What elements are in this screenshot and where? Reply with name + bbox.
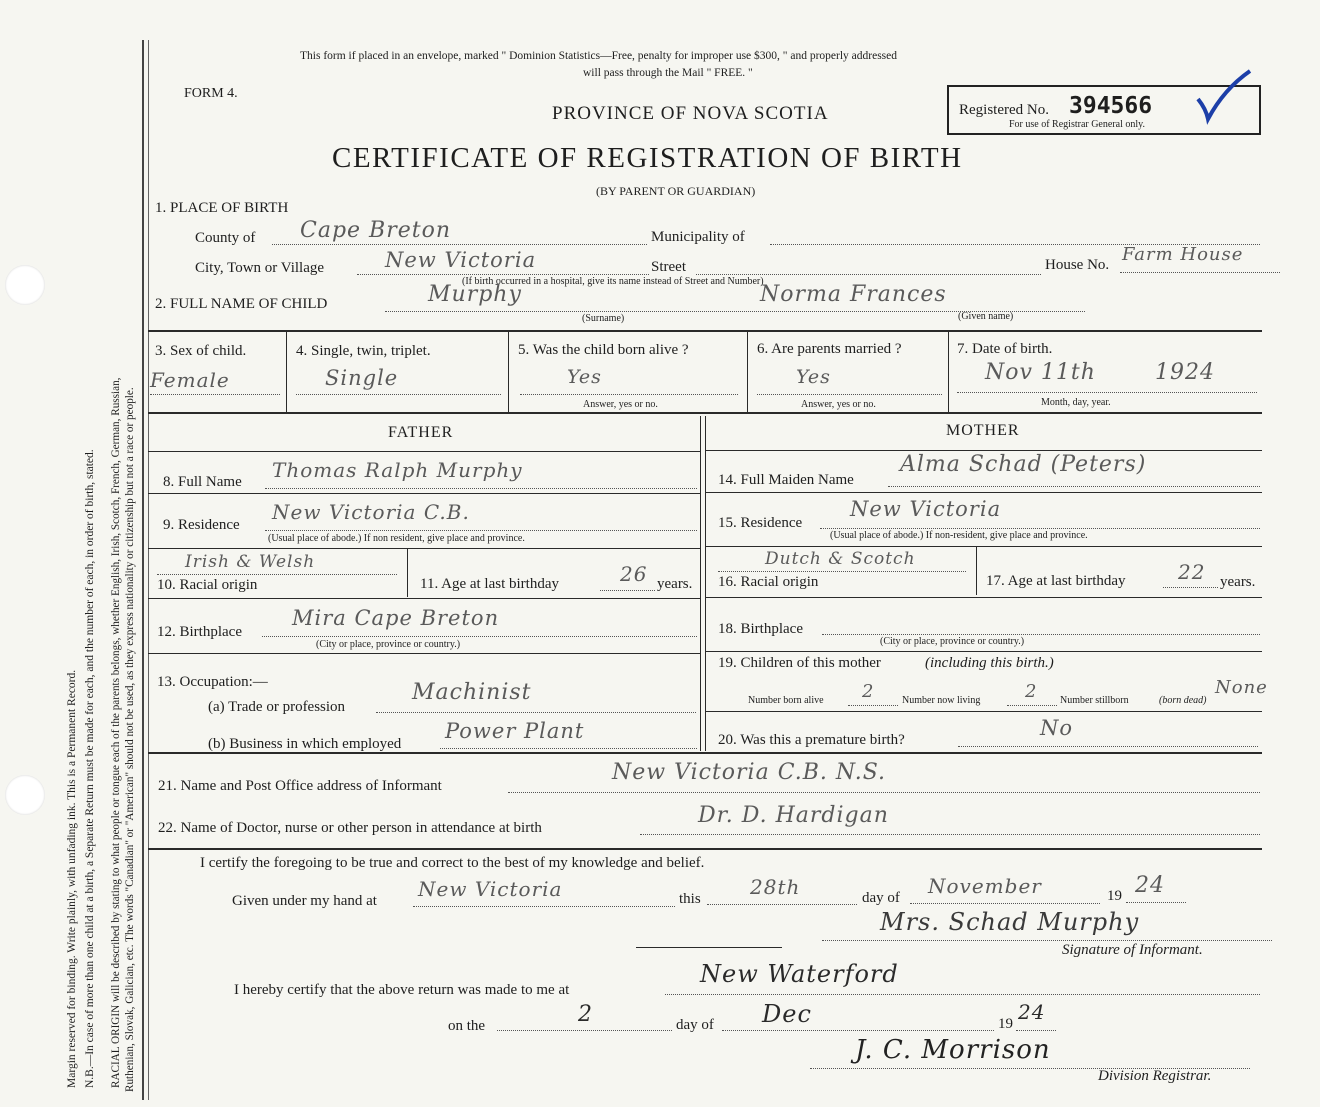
mother-name-value: Alma Schad (Peters) xyxy=(900,452,1147,477)
father-business-value: Power Plant xyxy=(445,719,585,743)
father-birthplace-value: Mira Cape Breton xyxy=(292,606,500,630)
certificate-subtitle: (BY PARENT OR GUARDIAN) xyxy=(596,184,756,198)
mother-residence-note: (Usual place of abode.) If non-resident, give place and province. xyxy=(830,530,1088,541)
check-mark-icon xyxy=(1194,69,1254,129)
mother-age-value: 22 xyxy=(1178,560,1206,584)
punch-hole-top xyxy=(5,265,45,305)
given-day-value: 28th xyxy=(750,875,801,899)
father-racial-origin-value: Irish & Welsh xyxy=(185,552,316,572)
house-number-value: Farm House xyxy=(1122,244,1244,265)
premature-value: No xyxy=(1040,716,1074,740)
father-business-label: (b) Business in which employed xyxy=(208,736,402,752)
date-of-birth-label: 7. Date of birth. xyxy=(957,341,1053,357)
born-alive-count-label: Number born alive xyxy=(748,695,824,706)
street-label: Street xyxy=(651,259,686,275)
registered-number: 394566 xyxy=(1069,93,1153,119)
plurality-label: 4. Single, twin, triplet. xyxy=(296,343,431,359)
given-year-value: 24 xyxy=(1135,873,1165,898)
now-living-count-value: 2 xyxy=(1025,681,1038,702)
mother-racial-origin-value: Dutch & Scotch xyxy=(765,549,916,569)
mother-residence-label: 15. Residence xyxy=(718,515,803,531)
children-note: (including this birth.) xyxy=(925,655,1054,671)
date-of-birth-year: 1924 xyxy=(1155,360,1215,385)
father-residence-label: 9. Residence xyxy=(163,517,240,533)
father-heading: FATHER xyxy=(388,424,454,441)
children-label: 19. Children of this mother xyxy=(718,655,881,671)
county-label: County of xyxy=(195,230,256,246)
house-number-label: House No. xyxy=(1045,257,1110,273)
plurality-value: Single xyxy=(325,366,399,390)
registrar-note: For use of Registrar General only. xyxy=(1009,119,1145,130)
registered-box xyxy=(947,85,1261,135)
sex-value: Female xyxy=(150,368,230,392)
father-residence-note: (Usual place of abode.) If non resident, give place and province. xyxy=(268,533,525,544)
given-year-prefix: 19 xyxy=(1107,888,1122,904)
form-number: FORM 4. xyxy=(184,86,238,101)
father-age-years: years. xyxy=(657,576,693,592)
mother-racial-origin-label: 16. Racial origin xyxy=(718,574,819,590)
registered-label: Registered No. xyxy=(959,102,1049,118)
registrar-signature: J. C. Morrison xyxy=(855,1035,1051,1065)
province-heading: PROVINCE OF NOVA SCOTIA xyxy=(552,103,829,124)
stillborn-count-note: (born dead) xyxy=(1159,695,1207,706)
margin-note-racial-origin: RACIAL ORIGIN will be described by stating to what people or tongue each of the parents belongs, whether English, Irish, Scotch, French, German, Russian, xyxy=(110,377,122,1088)
given-place-value: New Victoria xyxy=(418,877,563,901)
municipality-label: Municipality of xyxy=(651,229,745,245)
parents-married-value: Yes xyxy=(796,366,831,388)
born-alive-value: Yes xyxy=(567,366,602,388)
given-under-label: Given under my hand at xyxy=(232,893,377,909)
father-age-label: 11. Age at last birthday xyxy=(420,576,559,592)
father-age-value: 26 xyxy=(620,562,648,586)
father-trade-label: (a) Trade or profession xyxy=(208,699,346,715)
father-birthplace-label: 12. Birthplace xyxy=(157,624,242,640)
sex-label: 3. Sex of child. xyxy=(155,343,247,359)
registrar-year-value: 24 xyxy=(1018,1000,1046,1024)
date-of-birth-caption: Month, day, year. xyxy=(1041,397,1111,408)
father-occupation-label: 13. Occupation:— xyxy=(157,674,268,690)
father-racial-origin-label: 10. Racial origin xyxy=(157,577,258,593)
father-residence-value: New Victoria C.B. xyxy=(272,500,470,524)
now-living-count-label: Number now living xyxy=(902,695,981,706)
margin-rule-inner xyxy=(148,40,149,1100)
born-alive-label: 5. Was the child born alive ? xyxy=(518,342,689,358)
father-trade-value: Machinist xyxy=(412,680,532,705)
child-name-label: 2. FULL NAME OF CHILD xyxy=(155,296,328,312)
mail-notice-free: will pass through the Mail " FREE. " xyxy=(583,67,753,79)
mother-heading: MOTHER xyxy=(946,422,1020,439)
registrar-statement: I hereby certify that the above return was made to me at xyxy=(234,982,570,998)
registrar-day-of-label: day of xyxy=(676,1017,714,1033)
mother-age-years: years. xyxy=(1220,574,1256,590)
punch-hole-bottom xyxy=(5,775,45,815)
hospital-note: (If birth occurred in a hospital, give its name instead of Street and Number) xyxy=(462,276,764,287)
certify-statement: I certify the foregoing to be true and correct to the best of my knowledge and belief. xyxy=(200,855,705,871)
given-month-value: November xyxy=(928,874,1042,898)
informant-value: New Victoria C.B. N.S. xyxy=(612,760,887,785)
born-alive-count-value: 2 xyxy=(862,681,875,702)
informant-label: 21. Name and Post Office address of Informant xyxy=(158,778,442,794)
registrar-caption: Division Registrar. xyxy=(1098,1068,1212,1084)
margin-note-binding: Margin reserved for binding. Write plainly, with unfading ink. This is a Permanent Record. xyxy=(66,669,78,1088)
margin-rule xyxy=(142,40,144,1100)
registrar-year-prefix: 19 xyxy=(998,1016,1013,1032)
premature-label: 20. Was this a premature birth? xyxy=(718,732,905,748)
father-name-label: 8. Full Name xyxy=(163,474,242,490)
given-name-caption: (Given name) xyxy=(958,311,1014,322)
registrar-on-the-label: on the xyxy=(448,1018,486,1034)
mother-name-label: 14. Full Maiden Name xyxy=(718,472,854,488)
parents-married-label: 6. Are parents married ? xyxy=(757,341,902,357)
registrar-month-value: Dec xyxy=(762,1000,812,1028)
mother-residence-value: New Victoria xyxy=(850,497,1002,521)
informant-signature-caption: Signature of Informant. xyxy=(1062,942,1203,958)
certificate-title: CERTIFICATE OF REGISTRATION OF BIRTH xyxy=(332,142,963,174)
mail-notice: This form if placed in an envelope, marked " Dominion Statistics—Free, penalty for improper use $300, " and properly addressed xyxy=(300,50,898,62)
city-label: City, Town or Village xyxy=(195,260,325,276)
born-alive-caption: Answer, yes or no. xyxy=(583,399,658,410)
date-of-birth-value: Nov 11th xyxy=(985,360,1096,385)
doctor-value: Dr. D. Hardigan xyxy=(698,803,889,828)
stillborn-count-label: Number stillborn xyxy=(1060,695,1129,706)
mother-age-label: 17. Age at last birthday xyxy=(986,573,1126,589)
informant-signature: Mrs. Schad Murphy xyxy=(880,908,1140,936)
mother-birthplace-label: 18. Birthplace xyxy=(718,621,803,637)
registrar-place-value: New Waterford xyxy=(700,960,899,988)
father-name-value: Thomas Ralph Murphy xyxy=(272,458,523,482)
registrar-day-value: 2 xyxy=(578,1002,593,1027)
child-surname-value: Murphy xyxy=(428,282,522,307)
place-of-birth-heading: 1. PLACE OF BIRTH xyxy=(155,200,289,216)
city-value: New Victoria xyxy=(385,248,537,272)
child-given-value: Norma Frances xyxy=(760,282,947,307)
margin-note-nationality: Ruthenian, Slovak, Galician, etc. The words "Canadian" or "American" should not be used, as they express nationality or citizenship but not a race or people. xyxy=(124,387,136,1092)
given-day-of-label: day of xyxy=(862,890,900,906)
stillborn-count-value: None xyxy=(1215,677,1268,698)
father-birthplace-note: (City or place, province or country.) xyxy=(316,639,461,650)
this-label: this xyxy=(679,891,701,907)
parents-married-caption: Answer, yes or no. xyxy=(801,399,876,410)
doctor-label: 22. Name of Doctor, nurse or other person in attendance at birth xyxy=(158,820,542,836)
county-value: Cape Breton xyxy=(300,218,452,243)
margin-note-separate-return: N.B.—In case of more than one child at a birth, a Separate Return must be made for each, and the number of each, in order of birth, stated. xyxy=(84,449,96,1088)
surname-caption: (Surname) xyxy=(582,313,625,324)
mother-birthplace-note: (City or place, province or country.) xyxy=(880,636,1025,647)
